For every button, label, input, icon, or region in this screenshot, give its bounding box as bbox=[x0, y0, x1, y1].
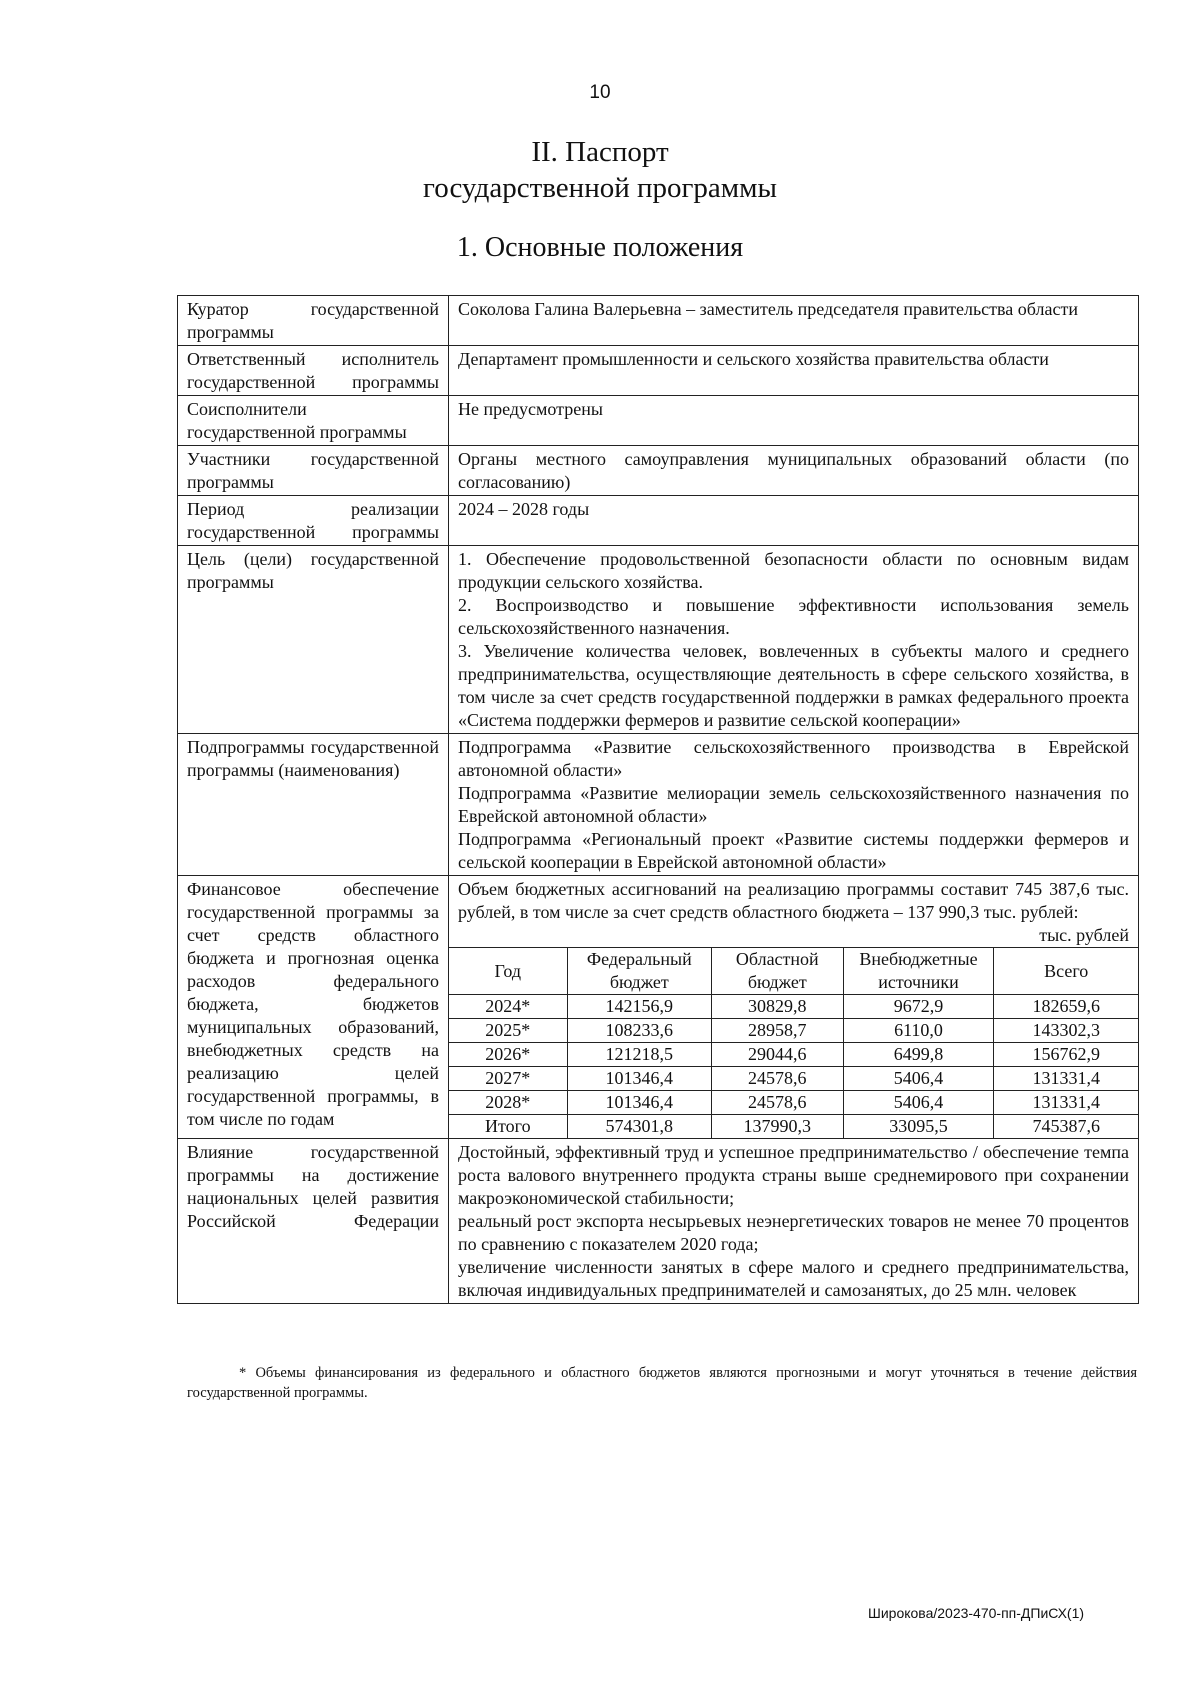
goal-item: 1. Обеспечение продовольственной безопасности области по основным видам продукции сельского хозяйства. bbox=[458, 549, 1129, 592]
financing-label: Финансовое обеспечение государственной программы за счет средств областного бюджета и прогнозная оценка расходов федерального бюджета, бюджетов муниципальных образований, внебюджетных средств на реализацию целей государственной программы, в том числе по годам bbox=[178, 876, 449, 1139]
participants-label: Участники государственной программы bbox=[178, 446, 449, 496]
budget-cell: 101346,4 bbox=[567, 1091, 711, 1115]
executor-value: Департамент промышленности и сельского хозяйства правительства области bbox=[449, 346, 1139, 396]
budget-cell: 2026* bbox=[449, 1043, 567, 1067]
budget-cell: 101346,4 bbox=[567, 1067, 711, 1091]
budget-cell: 131331,4 bbox=[994, 1091, 1138, 1115]
budget-cell: Итого bbox=[449, 1115, 567, 1139]
budget-cell: 121218,5 bbox=[567, 1043, 711, 1067]
row-coexecutors bbox=[178, 396, 1139, 446]
budget-cell: 745387,6 bbox=[994, 1115, 1138, 1139]
budget-row bbox=[449, 995, 1138, 1019]
budget-cell: 574301,8 bbox=[567, 1115, 711, 1139]
budget-cell: 137990,3 bbox=[712, 1115, 844, 1139]
budget-cell: 2027* bbox=[449, 1067, 567, 1091]
financing-text: Объем бюджетных ассигнований на реализацию программы составит 745 387,6 тыс. рублей, в том числе за счет средств областного бюджета – 137 990,3 тыс. рублей: bbox=[458, 879, 1129, 922]
goals-label: Цель (цели) государственной программы bbox=[178, 546, 449, 734]
budget-cell: 143302,3 bbox=[994, 1019, 1138, 1043]
budget-row bbox=[449, 1067, 1138, 1091]
budget-cell: 131331,4 bbox=[994, 1067, 1138, 1091]
budget-cell: 156762,9 bbox=[994, 1043, 1138, 1067]
subprogram-item: Подпрограмма «Развитие мелиорации земель сельскохозяйственного назначения по Еврейской автономной области» bbox=[458, 783, 1129, 826]
budget-row bbox=[449, 1091, 1138, 1115]
impact-item: реальный рост экспорта несырьевых неэнергетических товаров не менее 70 процентов по сравнению с показателем 2020 года; bbox=[458, 1211, 1129, 1254]
budget-cell: 9672,9 bbox=[843, 995, 994, 1019]
subprograms-value bbox=[449, 734, 1139, 876]
budget-header-cell: Всего bbox=[994, 948, 1138, 995]
budget-table bbox=[449, 947, 1138, 1138]
budget-header-cell: Федеральный бюджет bbox=[567, 948, 711, 995]
goal-item: 3. Увеличение количества человек, вовлеченных в субъекты малого и среднего предпринимательства, осуществляющие деятельность в сфере сельского хозяйства, в том числе за счет средств государственной поддержки в рамках федерального проекта «Система поддержки фермеров и развитие сельской кооперации» bbox=[458, 641, 1129, 730]
impact-item: Достойный, эффективный труд и успешное предпринимательство / обеспечение темпа роста валового внутреннего продукта страны выше среднемирового при сохранении макроэкономической стабильности; bbox=[458, 1142, 1129, 1208]
curator-label: Куратор государственной программы bbox=[178, 296, 449, 346]
row-impact bbox=[178, 1139, 1139, 1304]
row-participants bbox=[178, 446, 1139, 496]
coexecutors-label: Соисполнители государственной программы bbox=[178, 396, 449, 446]
row-curator bbox=[178, 296, 1139, 346]
subprogram-item: Подпрограмма «Развитие сельскохозяйственного производства в Еврейской автономной области» bbox=[458, 737, 1129, 780]
row-executor bbox=[178, 346, 1139, 396]
goal-item: 2. Воспроизводство и повышение эффективности использования земель сельскохозяйственного назначения. bbox=[458, 595, 1129, 638]
row-subprograms bbox=[178, 734, 1139, 876]
impact-label: Влияние государственной программы на достижение национальных целей развития Российской Федерации bbox=[178, 1139, 449, 1304]
page-number: 10 bbox=[589, 82, 611, 103]
period-label: Период реализации государственной программы bbox=[178, 496, 449, 546]
budget-cell: 28958,7 bbox=[712, 1019, 844, 1043]
budget-cell: 29044,6 bbox=[712, 1043, 844, 1067]
budget-header-cell: Год bbox=[449, 948, 567, 995]
budget-cell: 33095,5 bbox=[843, 1115, 994, 1139]
budget-cell: 30829,8 bbox=[712, 995, 844, 1019]
budget-cell: 6110,0 bbox=[843, 1019, 994, 1043]
participants-value: Органы местного самоуправления муниципальных образований области (по согласованию) bbox=[449, 446, 1139, 496]
document-id: Широкова/2023-470-пп-ДПиСХ(1) bbox=[868, 1605, 1085, 1621]
budget-row bbox=[449, 1019, 1138, 1043]
budget-cell: 2028* bbox=[449, 1091, 567, 1115]
budget-cell: 5406,4 bbox=[843, 1067, 994, 1091]
curator-value: Соколова Галина Валерьевна – заместитель председателя правительства области bbox=[449, 296, 1139, 346]
subprograms-label: Подпрограммы государственной программы (наименования) bbox=[178, 734, 449, 876]
section-title-line2: государственной программы bbox=[423, 172, 777, 204]
budget-total-row bbox=[449, 1115, 1138, 1139]
impact-item: увеличение численности занятых в сфере малого и среднего предпринимательства, включая индивидуальных предпринимателей и самозанятых, до 25 млн. человек bbox=[458, 1257, 1129, 1300]
budget-header-row bbox=[449, 948, 1138, 995]
budget-cell: 2024* bbox=[449, 995, 567, 1019]
section-title: II. Паспорт bbox=[531, 136, 669, 168]
footnote: * Объемы финансирования из федерального и областного бюджетов являются прогнозными и могут уточняться в течение действия государственной программы. bbox=[187, 1365, 1137, 1401]
executor-label: Ответственный исполнитель государственной программы bbox=[178, 346, 449, 396]
coexecutors-value: Не предусмотрены bbox=[449, 396, 1139, 446]
budget-cell: 24578,6 bbox=[712, 1091, 844, 1115]
subprogram-item: Подпрограмма «Региональный проект «Развитие системы поддержки фермеров и сельской кооперации в Еврейской автономной области» bbox=[458, 829, 1129, 872]
financing-unit: тыс. рублей bbox=[1039, 925, 1129, 945]
budget-header-cell: Внебюджетные источники bbox=[843, 948, 994, 995]
budget-header-cell: Областной бюджет bbox=[712, 948, 844, 995]
row-goals bbox=[178, 546, 1139, 734]
budget-cell: 24578,6 bbox=[712, 1067, 844, 1091]
budget-cell: 5406,4 bbox=[843, 1091, 994, 1115]
passport-table bbox=[177, 295, 1139, 1304]
subsection-title: 1. Основные положения bbox=[456, 232, 744, 263]
financing-value bbox=[449, 876, 1139, 1139]
row-financing bbox=[178, 876, 1139, 1139]
budget-cell: 6499,8 bbox=[843, 1043, 994, 1067]
budget-cell: 108233,6 bbox=[567, 1019, 711, 1043]
budget-cell: 142156,9 bbox=[567, 995, 711, 1019]
budget-cell: 2025* bbox=[449, 1019, 567, 1043]
row-period bbox=[178, 496, 1139, 546]
goals-value bbox=[449, 546, 1139, 734]
impact-value bbox=[449, 1139, 1139, 1304]
period-value: 2024 – 2028 годы bbox=[449, 496, 1139, 546]
budget-cell: 182659,6 bbox=[994, 995, 1138, 1019]
budget-row bbox=[449, 1043, 1138, 1067]
